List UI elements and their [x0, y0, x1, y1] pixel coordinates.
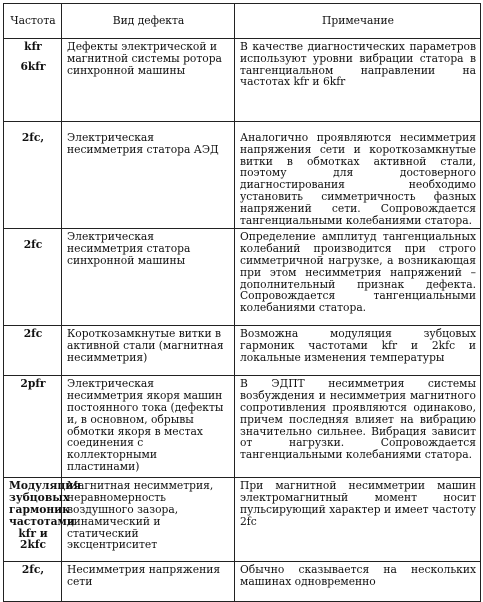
defect-cell: Электрическая несимметрия статора синхронной машины [62, 229, 235, 326]
defect-text: Электрическая несимметрия статора АЭД [67, 131, 219, 156]
defect-cell: Магнитная несимметрия, неравномерность воздушного зазора, динамический и статический эксцентриситет [62, 478, 235, 562]
note-cell: При магнитной несимметрии машин электромагнитный момент носит пульсирующий характер и имеет частоту 2fc [235, 478, 481, 562]
table-row [4, 326, 481, 376]
table-row [4, 122, 481, 229]
table-row [4, 229, 481, 326]
defect-cell: Короткозамкнутые витки в активной стали (магнитная несимметрия) [62, 326, 235, 376]
table-row [4, 376, 481, 478]
frequency-value: 2fc, [21, 563, 45, 577]
note-cell: В качестве диагностических параметров используют уровни вибрации статора в тангенциальном направлении на частотах kfr и 6kfr [235, 39, 481, 122]
table-header-row [4, 4, 481, 39]
frequency-value: 6kfr [20, 59, 46, 73]
frequency-cell [4, 122, 62, 229]
frequency-cell [4, 229, 62, 326]
note-text: Аналогично проявляются несимметрия напряжения сети и короткозамкнутые витки в обмотках активной стали, поэтому для достоверного диагностирования необходимо установить симметричность фазных напряжений сети. Сопровождается тангенциальными колебаниями статора. [240, 131, 476, 227]
note-cell: Определение амплитуд тангенциальных колебаний производится при строго симметричной нагрузке, а возникающая при этом несимметрия напряжений – дополнительный признак дефекта. Сопровождается тангенциальными колебаниями статора. [235, 229, 481, 326]
frequency-value: kfr [24, 40, 42, 53]
note-cell: В ЭДПТ несимметрия системы возбуждения и несимметрия магнитного сопротивления проявляются одинаково, причем последняя влияет на вибрацию значительно сильнее. Вибрация зависит от нагрузки. Сопровождается тангенциальными колебаниями статора. [235, 376, 481, 478]
frequency-cell [4, 326, 62, 376]
defect-cell [62, 122, 235, 229]
defect-cell: Несимметрия напряжения сети [62, 562, 235, 602]
frequency-value: 2fc [23, 327, 43, 341]
frequency-cell: Модуляция зубцовых гармоник частотами kfr и 2kfc [4, 478, 62, 562]
header-defect-type: Вид дефекта [62, 4, 235, 39]
note-cell [235, 122, 481, 229]
frequency-cell [4, 376, 62, 478]
note-cell: Возможна модуляция зубцовых гармоник частотами kfr и 2kfc и локальные изменения температуры [235, 326, 481, 376]
frequency-value: 2fc, [21, 131, 45, 144]
note-cell: Обычно сказывается на нескольких машинах одновременно [235, 562, 481, 602]
defects-table [3, 3, 481, 602]
frequency-value: 2fc [23, 238, 43, 252]
defect-cell: Дефекты электрической и магнитной системы ротора синхронной машины [62, 39, 235, 122]
table-row [4, 39, 481, 122]
header-frequency: Частота [4, 4, 62, 39]
header-note: Примечание [235, 4, 481, 39]
frequency-value: 2pfr [20, 377, 46, 391]
defect-cell: Электрическая несимметрия якоря машин постоянного тока (дефекты и, в основном, обрывы обмотки якоря в местах соединения с коллекторными пластинами) [62, 376, 235, 478]
table-row [4, 478, 481, 562]
frequency-cell [4, 39, 62, 122]
